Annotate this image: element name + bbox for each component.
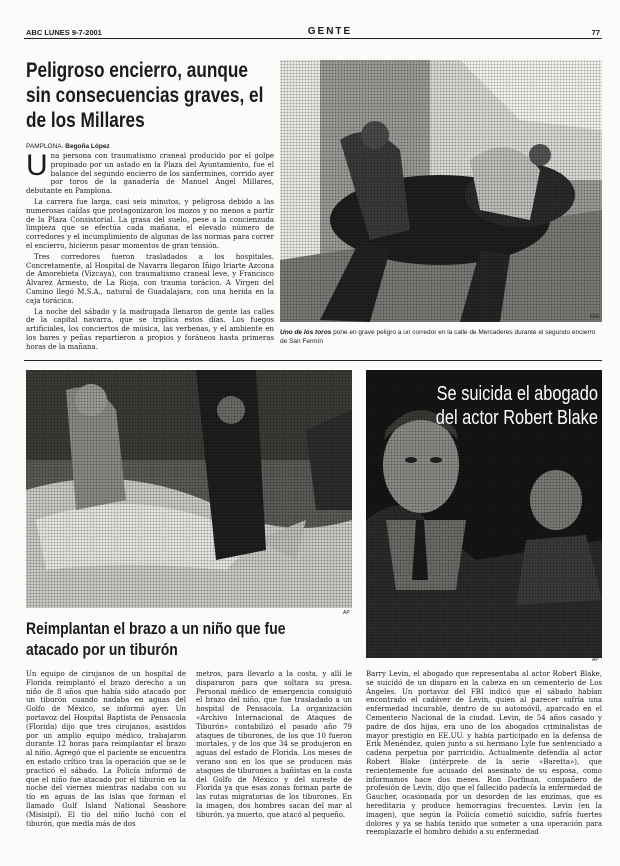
- photo1-caption: [280, 328, 602, 346]
- page-date: ABC LUNES 9-7-2001: [26, 28, 102, 37]
- header-rule: [24, 38, 602, 39]
- story2-headline: Reimplantan el brazo a un niño que fue atacado por un tiburón: [26, 619, 286, 659]
- story1-paragraph-1: na persona con traumatismo craneal producido por el golpe propinado por un astado en la Plaza del Ayuntamiento, fue el balance del segundo encierro de los sanfermines, corrido ayer por toros de la ganadería de Manuel Ángel Millares, debutante en Pamplona.: [26, 152, 274, 196]
- byline-author: Begoña López: [65, 143, 110, 150]
- caption-lead: Uno de los toros: [280, 329, 332, 336]
- story3-body: Barry Levin, el abogado que representaba al actor Robert Blake, se suicidó de un disparo en la cabeza en un cementerio de Los Ángeles. Un portavoz del FBI indicó que el sábado habían encontrado el cadáver de Levin, quien al parecer sufría una enfermedad incurable, dentro de su automóvil, aparcado en el Cementerio Nacional de la ciudad. Levin, de 54 años casado y padre de dos hijas, era uno de los abogados criminalistas de mayor prestigio en EE.UU. y había participado en la defensa de Erik Menéndez, quien junto a su hermano Lyle fue sentenciado a cadena perpetua por parricidio. Actualmente defendía al actor Robert Blake (intérprete de la serie «Baretta»), que recientemente fue acusado del asesinato de su esposa, como informamos hace dos meses. Ron Dorfman, compañero de profesión de Levin, dijo que el fallecido padecía la enfermedad de Gaucher, ocasionada por un desorden de las enzimas, que es hereditaria y produce hemorragias frecuentes. Levin (en la imagen), que según la Policía cometió suicidio, sufría fuertes dolores y ya se había tenido que someter a una operación para reemplazarle el hombro debido a su enfermedad: [366, 670, 602, 837]
- byline-place: PAMPLONA.: [26, 143, 64, 150]
- story1-paragraph-4: La noche del sábado y la madrugada llenaron de gente las calles de la capital navarra, que se triplica estos días. Los fuegos artificiales, los conciertos de música, las verbenas, y el ambiente en los bares y peñas repartieron a propios y foráneos hasta primeras horas de la mañana.: [26, 307, 274, 351]
- photo2-credit: AP: [343, 610, 350, 616]
- caption-rest: pone en grave peligro a un corredor en la calle de Mercaderes durante el segundo encierro de San Fermín: [280, 329, 596, 345]
- bull-run-photo: [280, 60, 602, 322]
- story1-paragraph-2: La carrera fue larga, casi seis minutos, y peligrosa debido a las numerosas caídas que protagonizaron los mozos y no menos a partir de la Plaza Consistorial. La grasa del suelo, pese a la concienzuda limpieza que se efectúa cada mañana, el elevado número de corredores y el incumplimiento de algunas de las normas para correr el encierro, hicieron pasar momentos de gran tensión.: [26, 197, 274, 250]
- story3-headline: Se suicida el abogado del actor Robert Blake: [435, 383, 598, 429]
- story2-column-1: Un equipo de cirujanos de un hospital de Florida reimplantó el brazo derecho a un niño de 8 años que había sido atacado por un tiburón cuando nadaba en aguas del Golfo de México, se informó ayer. Un portavoz del Hospital Baptista de Pensacola (Florida) dijo que tres cirujanos, asistidos por un amplio equipo médico, trabajaron durante 12 horas para reimplantar el brazo al niño. Agregó que el paciente se encuentra en estado crítico tras la operación que se le practicó el sábado. La Policía informó de que el niño fue atacado por el tiburón en la noche del viernes mientras nadaba con su tío en aguas de las islas que forman el llamado Gulf Island National Seashore (Misisipí). El tío del niño luchó con el tiburón, que medía más de dos: [26, 670, 186, 828]
- story2-column-2: metros, para llevarlo a la costa, y allí le dispararon para que soltara su presa. Personal médico de emergencia consiguió el brazo del niño, que fue trasladado a un hospital de Pensacola. La organización «Archivo Internacional de Ataques de Tiburón» contabilizó el pasado año 79 ataques de tiburones, de los que 10 fueron mortales, y de los que 34 se produjeron en aguas del estado de Florida. Los meses de verano son en los que se producen más ataques de tiburones a bañistas en la costa del Golfo de México y del sureste de Florida ya que esas zonas forman parte de las rutas migratorias de los tiburones. En la imagen, dos hombres sacan del mar al tiburón, ya muerto, que atacó al pequeño.: [196, 670, 352, 819]
- page-number: 77: [591, 28, 600, 37]
- story1-headline: Peligroso encierro, aunque sin consecuencias graves, el de los Millares: [26, 59, 264, 132]
- shark-photo: [26, 370, 352, 608]
- section-title: GENTE: [307, 26, 353, 37]
- story1-body: [26, 149, 274, 354]
- section-divider: [24, 360, 602, 361]
- story1-paragraph-3: Tres corredores fueron trasladados a los hospitales. Concretamente, al Hospital de Navarra llegaron Iñigo Iriarte Azcona de Amorebieta (Vizcaya), con traumatismo craneal leve, y Francisco Álvarez Armesto, de La Rioja, con trauma torácico. A Virgen del Camino llegó M.S.A., natural de Guadalajara, con una herida en la caja torácica.: [26, 252, 274, 305]
- story1-dropcap: U: [26, 149, 48, 182]
- photo1-credit: EFE: [590, 314, 600, 320]
- photo3-credit: AP: [592, 657, 599, 663]
